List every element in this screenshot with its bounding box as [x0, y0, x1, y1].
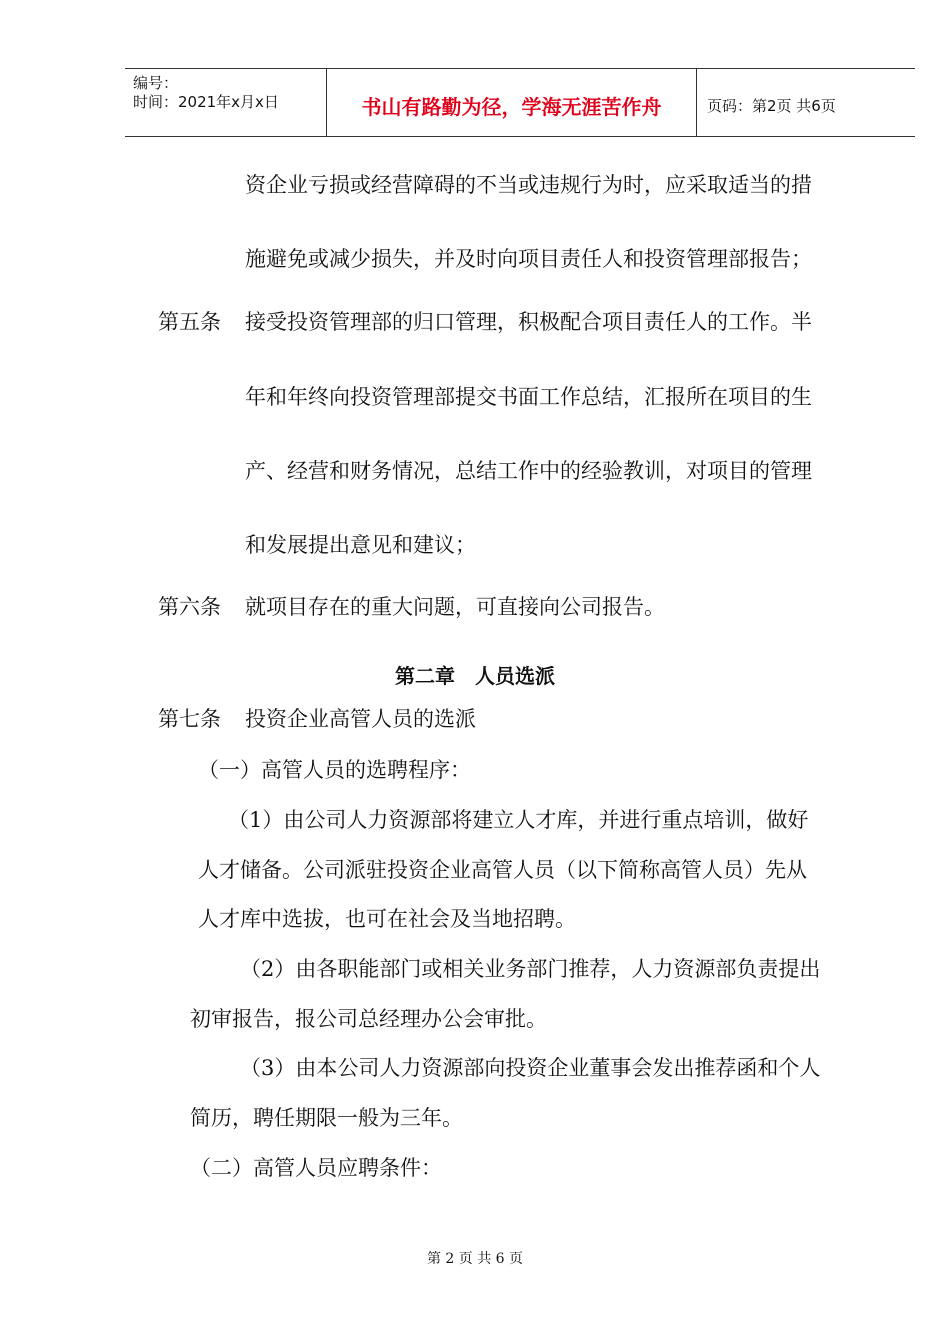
document-number-label: 编号：: [133, 74, 179, 92]
header-slogan: 书山有路勤为径，学海无涯苦作舟: [361, 95, 662, 119]
item-1-line-2: 人才储备。公司派驻投资企业高管人员（以下简称高管人员）先从: [198, 858, 807, 882]
header-page-number: 页码：第2页 共6页: [707, 97, 836, 115]
section-2-title: （二）高管人员应聘条件：: [190, 1156, 442, 1180]
chapter-title: 第二章 人员选派: [395, 664, 555, 688]
page-footer: 第 2 页 共 6 页: [426, 1251, 524, 1267]
item-2-line-2: 初审报告，报公司总经理办公会审批。: [190, 1007, 547, 1031]
document-time-label: 时间：2021年x月x日: [133, 93, 279, 111]
article-5-number: 第五条: [158, 310, 221, 334]
header-meta-cell: [125, 69, 327, 136]
continued-line-2: 施避免或减少损失，并及时向项目责任人和投资管理部报告；: [245, 247, 812, 271]
article-5-line-3: 产、经营和财务情况，总结工作中的经验教训，对项目的管理: [245, 459, 812, 483]
item-3-line-1: （3）由本公司人力资源部向投资企业董事会发出推荐函和个人: [240, 1056, 821, 1080]
article-6-line-1: 就项目存在的重大问题，可直接向公司报告。: [245, 595, 665, 619]
continued-line-1: 资企业亏损或经营障碍的不当或违规行为时，应采取适当的措: [245, 173, 812, 197]
article-5-line-4: 和发展提出意见和建议；: [245, 533, 476, 557]
item-2-line-1: （2）由各职能部门或相关业务部门推荐，人力资源部负责提出: [240, 957, 821, 981]
article-5-line-1: 接受投资管理部的归口管理，积极配合项目责任人的工作。半: [245, 310, 812, 334]
article-7-number: 第七条: [158, 707, 221, 731]
article-7-title: 投资企业高管人员的选派: [245, 707, 476, 731]
section-1-title: （一）高管人员的选聘程序：: [198, 758, 471, 782]
header-slogan-cell: [327, 69, 697, 136]
page-header: [125, 68, 915, 137]
item-1-line-1: （1）由公司人力资源部将建立人才库，并进行重点培训，做好: [228, 808, 809, 832]
article-6-number: 第六条: [158, 595, 221, 619]
article-5-line-2: 年和年终向投资管理部提交书面工作总结，汇报所在项目的生: [245, 385, 812, 409]
item-1-line-3: 人才库中选拔，也可在社会及当地招聘。: [198, 907, 576, 931]
header-page-cell: [697, 69, 915, 136]
item-3-line-2: 简历，聘任期限一般为三年。: [190, 1106, 463, 1130]
